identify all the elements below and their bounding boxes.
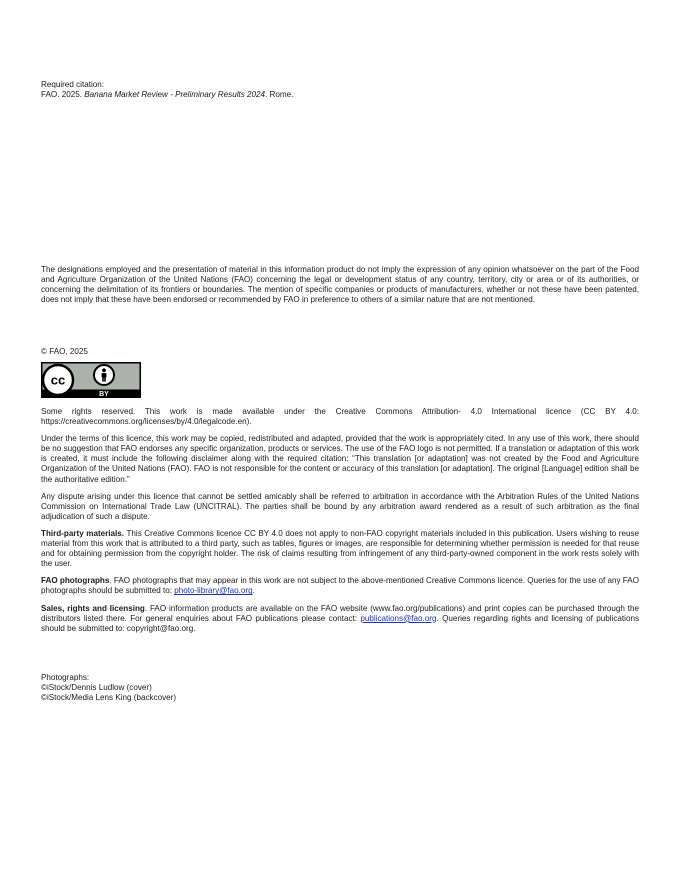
licence-terms-paragraph: Under the terms of this licence, this work may be copied, redistributed and adapted, provided that the work is appropriately cited. In any use of this work, there should be no suggestion that FAO endorses any specific organization, products or services. The use of the FAO logo is not permitted. If a translation or adaptation of this work is created, it must include the following disclaimer along with the required citation: “This translation [or adaptation] was not created by the Food and Agriculture Organization of the United Nations (FAO). FAO is not responsible for the content or accuracy of this translation [or adaptation]. The original [Language] edition shall be the authoritative edition.” (41, 434, 639, 484)
dispute-paragraph: Any dispute arising under this licence that cannot be settled amicably shall be referred to arbitration in accordance with the Arbitration Rules of the United Nations Commission on International Trade Law (UNCITRAL). The parties shall be bound by any arbitration award rendered as a result of such arbitration as the final adjudication of such a dispute. (41, 491, 639, 521)
fao-photographs-heading: FAO photographs (41, 576, 110, 586)
copyright-notice: © FAO, 2025 (41, 347, 88, 356)
sales-rights-heading: Sales, rights and licensing (41, 603, 145, 613)
photo-credit-backcover: ©iStock/Media Lens King (backcover) (41, 693, 177, 703)
third-party-text: This Creative Commons licence CC BY 4.0 does not apply to non-FAO copyright materials included in this publication. Users wishing to reuse material from this work that is attributed to a third party, such as tables, figures or images, are responsible for determining whether permission is needed for that reuse and for obtaining permission from the copyright holder. The risk of claims resulting from infringement of any third-party-owned component in the work rests solely with the user. (41, 528, 639, 569)
licence-section (41, 407, 639, 641)
fao-photographs-end: . (252, 586, 255, 596)
some-rights-paragraph: Some rights reserved. This work is made available under the Creative Commons Attribution- 4.0 International licence (CC BY 4.0: https://creativecommons.org/licenses/by/4.0/legalcode.en). (41, 407, 639, 427)
citation-prefix: FAO. 2025. (41, 90, 85, 100)
by-label: BY (99, 390, 109, 398)
photographs-credits (41, 673, 639, 703)
photographs-label: Photographs: (41, 673, 90, 682)
designations-disclaimer: The designations employed and the presentation of material in this information product do not imply the expression of any opinion whatsoever on the part of the Food and Agriculture Organization of the United Nations (FAO) concerning the legal or development status of any country, territory, city or area or of its authorities, or concerning the delimitation of its frontiers or boundaries. The mention of specific companies or products of manufacturers, whether or not these have been patented, does not imply that these have been endorsed or recommended by FAO in preference to others of a similar nature that are not mentioned. (41, 265, 639, 305)
citation-suffix: . Rome. (265, 90, 294, 100)
third-party-paragraph (41, 529, 639, 569)
photo-credit-cover: ©iStock/Dennis Ludlow (cover) (41, 683, 152, 693)
publications-email-link[interactable]: publications@fao.org (360, 613, 437, 623)
sales-rights-text: . FAO information products are available on the FAO website (www.fao.org/publications) and print copies can be purchased through the distributors listed there. For general enquiries about FAO publications please contact: (41, 603, 639, 623)
cc-by-licence-badge (41, 362, 141, 398)
citation-text (41, 90, 639, 100)
required-citation (41, 80, 639, 100)
sales-rights-end: . Queries regarding rights and licensing of publications should be submitted to: copyright@fao.org. (41, 613, 639, 633)
third-party-heading: Third-party materials. (41, 528, 125, 538)
photo-library-email-link[interactable]: photo-library@fao.org (174, 586, 253, 596)
cc-logo-text: cc (50, 372, 66, 388)
fao-photographs-paragraph (41, 576, 639, 596)
fao-photographs-text: . FAO photographs that may appear in this work are not subject to the above-mentioned Creative Commons licence. Queries for the use of any FAO photographs should be submitted to: (41, 576, 639, 596)
sales-rights-paragraph (41, 604, 639, 634)
cc-by-badge-graphic (41, 362, 141, 398)
citation-label: Required citation: (41, 80, 104, 89)
citation-title: Banana Market Review - Preliminary Results 2024 (84, 90, 266, 100)
